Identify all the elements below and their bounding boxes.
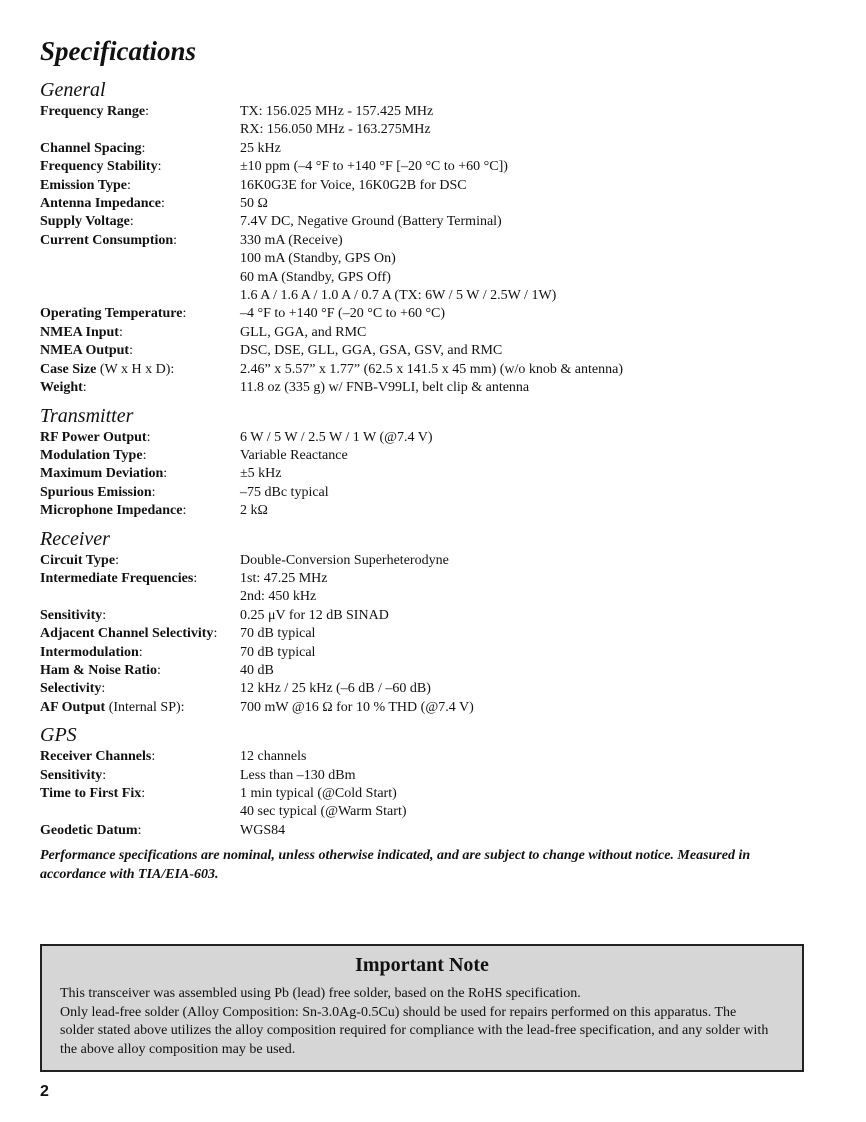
spec-label: Channel Spacing [40,140,142,156]
section-heading: Transmitter [40,404,134,427]
spec-row [40,502,433,520]
spec-label: AF Output [40,699,106,715]
spec-label-cell [40,644,240,662]
spec-value: 40 sec typical (@Warm Start) [240,804,407,820]
spec-value: 1 min typical (@Cold Start) [240,786,397,801]
spec-label-suffix: : [138,644,143,660]
spec-label-cell [40,342,240,360]
spec-label-suffix: : [141,786,146,801]
spec-label-cell [40,103,240,140]
spec-label-cell [40,767,240,785]
spec-value: 1.6 A / 1.6 A / 1.0 A / 0.7 A (TX: 6W / 5 W / 2.5W / 1W) [240,288,557,304]
spec-label-cell [40,484,240,502]
spec-value-cell [240,484,433,502]
spec-label-suffix: : [163,466,168,482]
spec-label-cell [40,552,240,570]
spec-value-cell [240,305,623,323]
spec-label-cell [40,680,240,698]
spec-label-suffix: : [115,552,119,568]
spec-label-cell [40,177,240,195]
spec-row [40,429,433,447]
spec-label-suffix: : [213,626,218,642]
important-note-heading: Important Note [355,954,489,976]
spec-value-cell [240,607,474,625]
spec-row [40,785,407,822]
disclaimer-text: Performance specifications are nominal, unless otherwise indicated, and are subject to change without notice. Measured in accordance with TIA/EIA-603. [40,848,751,883]
spec-label-cell [40,465,240,483]
spec-value-cell [240,140,623,158]
spec-row [40,361,623,379]
spec-value-cell [240,680,474,698]
spec-value: DSC, DSE, GLL, GGA, GSA, GSV, and RMC [240,343,503,359]
spec-row [40,822,407,840]
spec-value: GLL, GGA, and RMC [240,324,367,340]
spec-label-suffix: : [142,447,147,463]
spec-label-cell [40,785,240,822]
spec-label-suffix: : [151,749,156,765]
spec-value: 2 kΩ [240,503,268,519]
spec-row [40,644,474,662]
spec-value: WGS84 [240,822,286,838]
spec-row [40,767,407,785]
spec-label: Ham & Noise Ratio [40,662,158,678]
spec-value-cell [240,822,407,840]
spec-value: 12 channels [240,749,307,765]
spec-value-cell [240,502,433,520]
spec-row [40,447,433,465]
spec-label-cell [40,570,240,607]
spec-label-suffix: : [102,607,107,623]
spec-row [40,103,623,140]
spec-label-suffix: : [157,662,161,678]
spec-label: Supply Voltage [40,214,130,230]
spec-label-cell [40,502,240,520]
spec-value: –4 °F to +140 °F (–20 °C to +60 °C) [240,306,446,322]
spec-value-cell [240,465,433,483]
spec-table [40,429,433,521]
spec-row [40,570,474,607]
spec-value-cell [240,662,474,680]
spec-row [40,680,474,698]
spec-value: 6 W / 5 W / 2.5 W / 1 W (@7.4 V) [240,429,433,445]
spec-value-cell [240,429,433,447]
spec-label-cell [40,748,240,766]
spec-label: Maximum Deviation [40,466,164,482]
spec-label-cell [40,361,240,379]
spec-label-suffix: : [151,484,156,500]
section-heading: Receiver [40,527,110,550]
spec-label: Receiver Channels [40,749,152,765]
spec-label-suffix: : [146,429,151,445]
spec-table [40,103,623,398]
spec-label-cell [40,232,240,306]
spec-row [40,177,623,195]
spec-value-cell [240,324,623,342]
spec-label-cell [40,158,240,176]
spec-value-cell [240,158,623,176]
spec-value-cell [240,447,433,465]
spec-value: 70 dB typical [240,644,316,660]
spec-label-cell [40,324,240,342]
spec-label-suffix: : [145,104,150,119]
spec-value-cell [240,785,407,822]
spec-row [40,379,623,397]
spec-label: Modulation Type [40,447,143,463]
spec-label: Operating Temperature [40,306,183,322]
spec-row [40,158,623,176]
spec-label-suffix: : [129,343,133,359]
spec-label-suffix: : [157,159,162,175]
spec-label: Time to First Fix [40,786,142,801]
spec-value: 11.8 oz (335 g) w/ FNB-V99LI, belt clip & antenna [240,380,530,396]
spec-value: ±5 kHz [240,466,282,482]
spec-label: Current Consumption [40,232,174,248]
spec-label-suffix: : [102,767,107,783]
spec-label-suffix: (Internal SP): [105,699,185,715]
spec-value: Double-Conversion Superheterodyne [240,552,449,568]
spec-value-cell [240,625,474,643]
spec-label: Intermediate Frequencies [40,570,194,586]
spec-value-cell [240,699,474,717]
spec-label-cell [40,699,240,717]
spec-value: 100 mA (Standby, GPS On) [240,251,396,267]
spec-value: 50 Ω [240,196,268,212]
spec-value: 1st: 47.25 MHz [240,570,328,586]
spec-label-cell [40,625,240,643]
spec-value: 60 mA (Standby, GPS Off) [240,269,391,285]
spec-row [40,662,474,680]
spec-label: Sensitivity [40,607,103,623]
important-note-box [40,944,804,1072]
spec-row [40,625,474,643]
spec-value: Less than –130 dBm [240,767,356,783]
spec-label: Selectivity [40,681,102,697]
spec-row [40,748,407,766]
spec-value: 700 mW @16 Ω for 10 % THD (@7.4 V) [240,699,474,715]
spec-label-cell [40,662,240,680]
spec-value-cell [240,103,623,140]
spec-row [40,140,623,158]
spec-value: TX: 156.025 MHz - 157.425 MHz [240,104,434,119]
spec-value-cell [240,195,623,213]
section-heading: GPS [40,724,77,747]
spec-value-cell [240,767,407,785]
spec-value: 12 kHz / 25 kHz (–6 dB / –60 dB) [240,681,431,697]
spec-value: –75 dBc typical [240,484,329,500]
spec-value-cell [240,213,623,231]
spec-label: Antenna Impedance [40,196,161,212]
spec-row [40,552,474,570]
spec-label: NMEA Output [40,343,130,359]
spec-label-suffix: : [137,822,142,838]
page-title: Specifications [40,36,196,66]
specifications-page [40,34,800,884]
spec-row [40,305,623,323]
important-note-line: This transceiver was assembled using Pb (lead) free solder, based on the RoHS specification. [60,986,581,1001]
spec-value: 16K0G3E for Voice, 16K0G2B for DSC [240,177,467,193]
spec-row [40,465,433,483]
spec-row [40,324,623,342]
spec-row [40,484,433,502]
spec-label-suffix: : [173,232,178,248]
spec-row [40,607,474,625]
spec-value: 25 kHz [240,140,281,156]
important-note-line: Only lead-free solder (Alloy Composition: Sn-3.0Ag-0.5Cu) should be used for repairs performed on this apparatus. The solder stated above utilizes the alloy composition required for compliance with the lead-free specification, and any solder with the above alloy composition may be used. [60,1004,769,1057]
spec-label: Case Size [40,361,97,377]
spec-label: RF Power Output [40,429,147,445]
spec-value: 0.25 μV for 12 dB SINAD [240,607,389,623]
spec-label-cell [40,822,240,840]
spec-label: Sensitivity [40,767,103,783]
spec-row [40,213,623,231]
spec-value: 7.4V DC, Negative Ground (Battery Terminal) [240,214,502,230]
section-heading: General [40,79,106,101]
spec-value: ±10 ppm (–4 °F to +140 °F [–20 °C to +60 °C]) [240,159,508,175]
spec-label-suffix: : [127,177,131,193]
spec-label-suffix: (W x H x D): [96,361,175,377]
spec-label: Microphone Impedance [40,503,183,519]
spec-value: 2.46” x 5.57” x 1.77” (62.5 x 141.5 x 45 mm) (w/o knob & antenna) [240,361,623,377]
spec-value: 40 dB [240,662,274,678]
spec-table [40,748,407,840]
spec-value-cell [240,552,474,570]
spec-row [40,195,623,213]
spec-label-cell [40,140,240,158]
spec-value: 2nd: 450 kHz [240,589,317,605]
spec-table [40,552,474,718]
spec-value-cell [240,644,474,662]
spec-row [40,699,474,717]
spec-label: Emission Type [40,177,128,193]
spec-label: Geodetic Datum [40,822,138,838]
spec-label: Circuit Type [40,552,116,568]
spec-row [40,232,623,306]
spec-value-cell [240,361,623,379]
spec-label-suffix: : [182,306,187,322]
spec-value-cell [240,177,623,195]
spec-value-cell [240,379,623,397]
spec-value: Variable Reactance [240,447,348,463]
spec-value-cell [240,748,407,766]
spec-label-suffix: : [118,324,123,340]
spec-label-suffix: : [101,681,106,697]
spec-value: RX: 156.050 MHz - 163.275MHz [240,122,431,138]
spec-label: Weight [40,380,83,396]
spec-sections [40,78,800,840]
page-number: 2 [40,1083,49,1100]
spec-label-cell [40,429,240,447]
spec-label-suffix: : [82,380,87,396]
spec-value-cell [240,342,623,360]
spec-value-cell [240,570,474,607]
spec-label-cell [40,213,240,231]
spec-label-cell [40,447,240,465]
spec-label: Adjacent Channel Selectivity [40,626,214,642]
spec-label-cell [40,305,240,323]
spec-label-suffix: : [182,503,187,519]
spec-label: Frequency Stability [40,159,158,175]
spec-row [40,342,623,360]
spec-value: 330 mA (Receive) [240,232,343,248]
spec-label: Frequency Range [40,104,146,119]
spec-label-cell [40,195,240,213]
spec-label-suffix: : [193,570,198,586]
spec-label: Spurious Emission [40,484,152,500]
spec-label-suffix: : [129,214,134,230]
spec-label-suffix: : [160,196,165,212]
spec-value: 70 dB typical [240,626,316,642]
spec-label-cell [40,379,240,397]
spec-label: NMEA Input [40,324,119,340]
spec-label: Intermodulation [40,644,139,660]
spec-value-cell [240,232,623,306]
spec-label-suffix: : [141,140,146,156]
spec-label-cell [40,607,240,625]
